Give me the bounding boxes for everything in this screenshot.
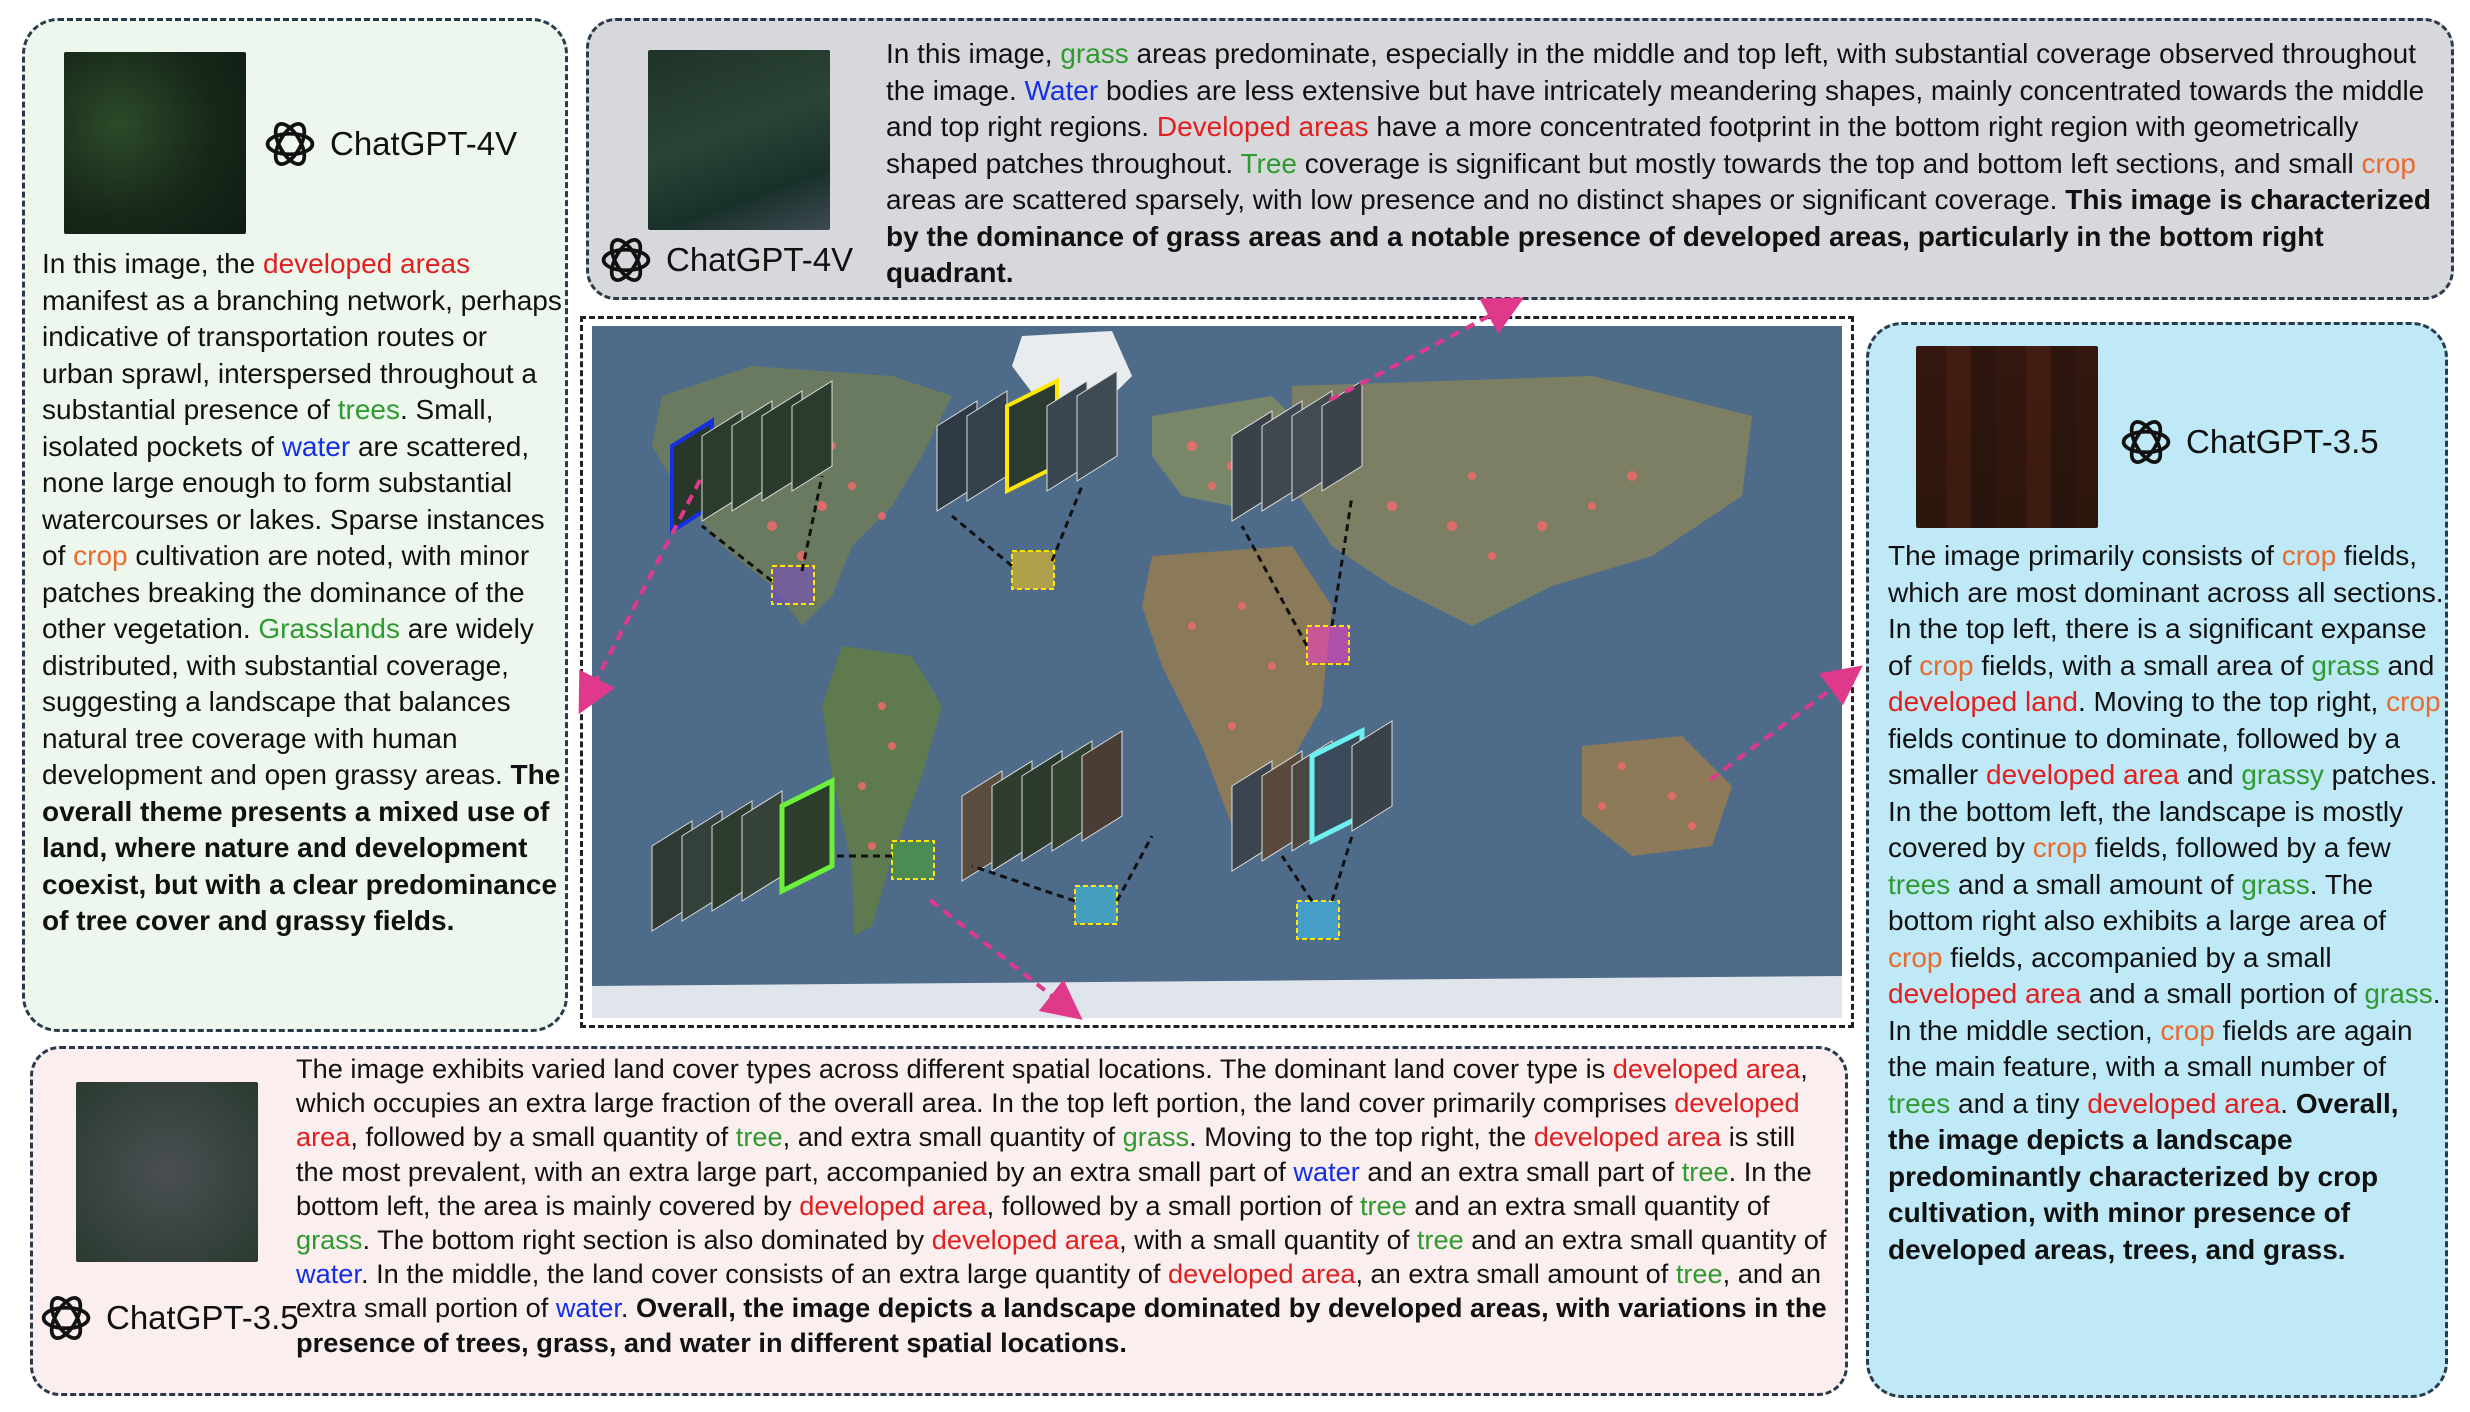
landcover-term: grass [1122, 1121, 1190, 1153]
model-name: ChatGPT-4V [330, 125, 518, 162]
caption-segment: manifest as a branching network, perhaps indicative of transportation routes or urban sprawl, interspersed throughout a substantial presence of [42, 284, 562, 425]
landcover-term: developed area [799, 1189, 987, 1221]
landcover-term: grass [2241, 868, 2310, 900]
landcover-term: Water [1024, 74, 1099, 106]
openai-logo-icon [38, 1290, 94, 1346]
landcover-term: developed area [2087, 1087, 2281, 1119]
landcover-term: developed areas [263, 248, 471, 279]
model-label-bottom [38, 1290, 299, 1346]
landcover-term: trees [337, 394, 400, 425]
caption-text-right [1888, 538, 2448, 1268]
model-name: ChatGPT-4V [666, 241, 854, 278]
caption-segment: areas predominate, especially in the middle and top left, with substantial coverage observed throughout the image. [886, 38, 2417, 106]
caption-segment: and an extra small part of [1359, 1155, 1682, 1187]
landcover-term: tree [1359, 1189, 1407, 1221]
landcover-term: grass [2364, 978, 2433, 1009]
caption-segment: and a small portion of [2081, 978, 2365, 1009]
landcover-term: water [296, 1258, 361, 1290]
landcover-term: crop [2032, 832, 2088, 863]
landcover-term: tree [735, 1121, 783, 1153]
landcover-term: developed area [1168, 1258, 1356, 1290]
landcover-term: crop [2160, 1014, 2215, 1046]
caption-segment: have a more concentrated footprint in the bottom right region with geometrically shaped patches throughout. [886, 111, 2359, 179]
caption-segment: . The bottom right section is also dominated by [362, 1224, 932, 1256]
caption-segment: cultivation are noted, with minor patches breaking the dominance of the other vegetation. [42, 540, 530, 644]
satellite-thumbnail-right [1916, 346, 2098, 528]
landcover-term: grass [2311, 649, 2380, 681]
caption-segment: and an extra small quantity of [1406, 1189, 1770, 1221]
landcover-term: crop [73, 540, 128, 571]
landcover-term: water [281, 430, 351, 462]
satellite-thumbnail-left [64, 52, 246, 234]
caption-segment: . [2280, 1087, 2296, 1119]
landcover-term: trees [1888, 868, 1951, 900]
caption-segment: fields, accompanied by a small [1942, 941, 2332, 973]
landcover-term: tree [1675, 1258, 1723, 1290]
landcover-term: Tree [1240, 147, 1297, 179]
landcover-term: crop [2361, 147, 2416, 179]
landcover-term: water [1293, 1155, 1360, 1187]
caption-segment: , an extra small amount of [1355, 1258, 1676, 1290]
caption-segment: , followed by a small portion of [986, 1189, 1360, 1221]
model-label-top [598, 232, 853, 288]
caption-segment: fields are again the main feature, with a small number of [1888, 1014, 2413, 1082]
caption-segment: The image exhibits varied land cover types across different spatial locations. The dominant land cover type is [296, 1053, 1613, 1084]
caption-segment: , which occupies an extra large fraction of the overall area. In the top left portion, the land cover primarily comprises [296, 1053, 1808, 1119]
landcover-term: crop [2281, 540, 2337, 571]
caption-segment: are widely distributed, with substantial coverage, suggesting a landscape that balances natural tree coverage with human development and open grassy areas. [42, 613, 534, 790]
caption-segment: and [2179, 759, 2242, 790]
model-name: ChatGPT-3.5 [106, 1299, 299, 1336]
landcover-term: crop [2386, 686, 2441, 717]
openai-logo-icon [598, 232, 654, 288]
caption-segment: In this image, [886, 38, 1061, 69]
caption-segment: . Moving to the top right, [2077, 686, 2387, 717]
world-map [592, 326, 1842, 1018]
caption-segment: bodies are less extensive but have intricately meandering shapes, mainly concentrated towards the middle and top right regions. [886, 74, 2425, 142]
landcover-term: tree [1416, 1224, 1464, 1256]
satellite-thumbnail-bottom [76, 1082, 258, 1262]
landcover-term: trees [1888, 1087, 1951, 1119]
landcover-term: tree [1681, 1155, 1729, 1187]
summary-sentence: The overall theme presents a mixed use of land, where nature and development coexist, but with a clear predominance of tree cover and grassy fields. [42, 759, 561, 936]
caption-segment: patches. In the bottom left, the landscape is mostly covered by [1888, 759, 2438, 863]
caption-segment: and a small amount of [1950, 868, 2242, 900]
caption-segment: . Moving to the top right, the [1189, 1121, 1534, 1153]
caption-segment: . The bottom right also exhibits a large area of [1888, 868, 2387, 936]
landcover-term: developed land [1888, 686, 2078, 717]
caption-segment: and an extra small quantity of [1463, 1224, 1827, 1256]
caption-text-bottom [296, 1052, 1838, 1360]
caption-segment: , and an extra small portion of [296, 1258, 1821, 1324]
caption-text-top [886, 36, 2441, 292]
caption-segment: The image primarily consists of [1888, 540, 2282, 571]
caption-segment: fields, with a small area of [1973, 649, 2312, 681]
caption-segment: and a tiny [1950, 1087, 2088, 1119]
satellite-thumbnail-top [648, 50, 830, 230]
landcover-term: grassy [2241, 759, 2324, 790]
caption-segment: are scattered, none large enough to form substantial watercourses or lakes. Sparse instances of [42, 430, 545, 571]
landcover-term: developed area [1986, 759, 2180, 790]
caption-segment: coverage is significant but mostly towards the top and bottom left sections, and small [1296, 147, 2362, 179]
caption-segment: In this image, the [42, 248, 264, 279]
landcover-term: Grasslands [258, 613, 400, 644]
landcover-term: grass [1060, 38, 1129, 69]
caption-segment: and [2379, 649, 2435, 681]
caption-segment: fields continue to dominate, followed by a smaller [1888, 722, 2401, 790]
caption-segment: . Small, isolated pockets of [42, 394, 494, 462]
caption-segment: is still the most prevalent, with an extra large part, accompanied by an extra small part of [296, 1121, 1796, 1187]
summary-sentence: Overall, the image depicts a landscape predominantly characterized by crop cultivation, with minor presence of developed areas, trees, and grass. [1888, 1087, 2399, 1265]
openai-logo-icon [262, 116, 318, 172]
summary-sentence: Overall, the image depicts a landscape dominated by developed areas, with variations in the presence of trees, grass, and water in different spatial locations. [296, 1292, 1827, 1358]
landcover-term: developed area [296, 1087, 1800, 1153]
caption-segment: fields, followed by a few [2087, 832, 2391, 863]
caption-segment: , followed by a small quantity of [350, 1121, 736, 1153]
landcover-term: Developed areas [1156, 111, 1369, 142]
landcover-term: water [555, 1292, 621, 1324]
caption-segment: . In the middle, the land cover consists of an extra large quantity of [360, 1258, 1168, 1290]
model-label-left [262, 116, 517, 172]
caption-segment: , and extra small quantity of [782, 1121, 1123, 1153]
landcover-term: crop [1919, 649, 1974, 681]
caption-segment: , with a small quantity of [1119, 1224, 1417, 1256]
caption-segment: . In the bottom left, the area is mainly covered by [296, 1155, 1812, 1221]
caption-segment: . [620, 1292, 636, 1324]
caption-text-left [42, 246, 562, 940]
summary-sentence: This image is characterized by the dominance of grass areas and a notable presence of developed areas, particularly in the bottom right quadrant. [886, 184, 2431, 288]
landcover-term: developed area [1533, 1121, 1722, 1153]
landcover-term: developed area [1888, 978, 2082, 1009]
caption-segment: fields, which are most dominant across all sections. In the top left, there is a significant expanse of [1888, 540, 2444, 681]
model-label-right [2118, 414, 2379, 470]
caption-segment: . In the middle section, [1888, 978, 2441, 1046]
caption-segment: areas are scattered sparsely, with low presence and no distinct shapes or significant coverage. [886, 184, 2066, 215]
landcover-term: developed area [1612, 1053, 1801, 1084]
openai-logo-icon [2118, 414, 2174, 470]
landcover-term: developed area [931, 1224, 1120, 1256]
model-name: ChatGPT-3.5 [2186, 423, 2379, 460]
landcover-term: grass [296, 1224, 363, 1256]
landcover-term: crop [1888, 941, 1943, 973]
